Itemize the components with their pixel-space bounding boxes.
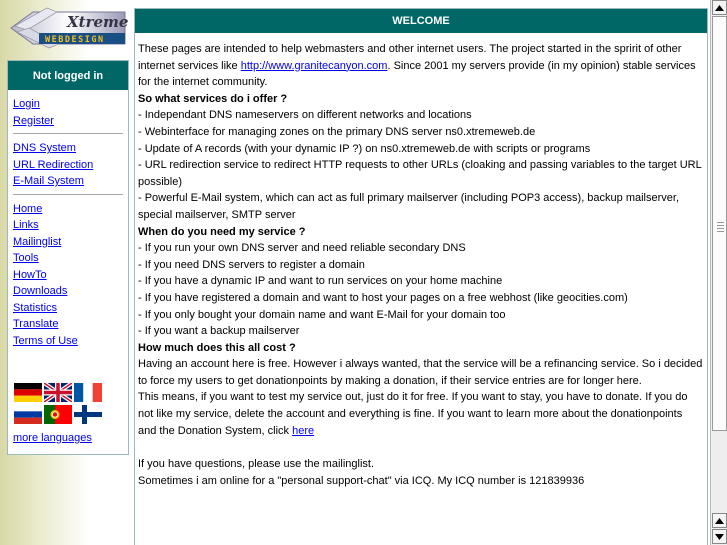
services-item: - URL redirection service to redirect HTTP requests to other URLs (cloaking and passing variables to the target URL possible) <box>138 159 702 188</box>
services-item: - Independant DNS nameservers on different networks and locations <box>138 109 472 122</box>
intro-paragraph: These pages are intended to help webmasters and other internet users. The project started in the spririt of other internet services like http://www.granitecanyon.com. Since 2001 my servers provide (in my opinion) stable services for the internet community. <box>138 43 696 89</box>
nav-links[interactable]: Links <box>13 219 39 231</box>
site-logo[interactable] <box>7 6 129 50</box>
services-item: - Webinterface for managing zones on the primary DNS server ns0.xtremeweb.de <box>138 125 536 138</box>
page-title: WELCOME <box>135 9 707 33</box>
scroll-thumb[interactable] <box>712 16 727 431</box>
scroll-up-button[interactable] <box>712 0 727 15</box>
granitecanyon-link[interactable]: http://www.granitecanyon.com <box>240 59 388 72</box>
finnish-flag-icon[interactable] <box>74 405 102 424</box>
need-item: - If you want a backup mailserver <box>138 325 300 338</box>
need-item: - If you need DNS servers to register a domain <box>138 258 365 271</box>
need-item: - If you have a dynamic IP and want to run services on your home machine <box>138 275 503 288</box>
nav-register[interactable]: Register <box>13 114 54 127</box>
arrow-up-icon <box>715 518 724 524</box>
arrow-up-icon <box>715 5 724 11</box>
french-flag-icon[interactable] <box>74 383 102 402</box>
services-item: - Update of A records (with your dynamic IP ?) on ns0.xtremeweb.de with scripts or programs <box>138 142 591 155</box>
nav-terms-of-use[interactable]: Terms of Use <box>13 334 78 347</box>
need-item: - If you run your own DNS server and need reliable secondary DNS <box>138 242 466 255</box>
nav-translate[interactable]: Translate <box>13 318 59 330</box>
main-content <box>135 33 707 489</box>
nav-home[interactable]: Home <box>13 202 43 215</box>
scroll-up-button-lower[interactable] <box>712 513 727 528</box>
questions-text: If you have questions, please use the mailinglist. <box>138 458 375 471</box>
nav-dns-system[interactable]: DNS System <box>13 142 76 154</box>
cost-paragraph: Having an account here is free. However i always wanted, that the service will be a refinancing service. So i decided to force my users to get donationpoints by making a donation, if their service entries are for longer here. <box>138 358 703 387</box>
german-flag-icon[interactable] <box>14 383 42 402</box>
need-item: - If you only bought your domain name and want E-Mail for your domain too <box>138 308 506 321</box>
logo-graphic <box>7 6 129 50</box>
nav-downloads[interactable]: Downloads <box>13 285 68 297</box>
nav-mailinglist[interactable]: Mailinglist <box>13 235 62 248</box>
nav-login[interactable]: Login <box>13 98 40 110</box>
services-item: - Powerful E-Mail system, which can act as full primary mailserver (including POP3 access), backup mailserver, special mailserver, SMTP server <box>138 192 680 221</box>
language-flags <box>14 383 124 427</box>
login-status-header: Not logged in <box>8 61 128 90</box>
logo-text-bottom: WEBDESIGN <box>45 35 105 45</box>
uk-flag-icon[interactable] <box>44 383 72 402</box>
sidebar-nav <box>8 90 128 349</box>
icq-text: Sometimes i am online for a "personal support-chat" via ICQ. My ICQ number is 121839936 <box>138 474 585 487</box>
portuguese-flag-icon[interactable] <box>44 405 72 424</box>
grip-icon <box>717 222 724 234</box>
nav-email-system[interactable]: E-Mail System <box>13 175 84 187</box>
donation-here-link[interactable]: here <box>292 424 315 437</box>
arrow-down-icon <box>715 534 724 540</box>
cost-paragraph: This means, if you want to test my service out, just do it for free. If you want to stay, you have to donate. If you do not like my service, delete the account and everything is fine. If you want to learn more about the donationpoints and the Donation System, click here <box>138 391 688 437</box>
nav-tools[interactable]: Tools <box>13 252 39 264</box>
russian-flag-icon[interactable] <box>14 405 42 424</box>
vertical-scrollbar[interactable] <box>710 0 727 545</box>
need-heading: When do you need my service ? <box>138 225 306 238</box>
need-item: - If you have registered a domain and want to host your pages on a free webhost (like geocities.com) <box>138 291 628 304</box>
main-panel <box>134 8 708 545</box>
scroll-down-button[interactable] <box>712 529 727 544</box>
nav-divider <box>13 194 123 195</box>
cost-heading: How much does this all cost ? <box>138 341 296 354</box>
services-heading: So what services do i offer ? <box>138 92 288 105</box>
more-languages-link[interactable]: more languages <box>13 432 92 444</box>
nav-divider <box>13 133 123 134</box>
sidebar <box>7 60 129 455</box>
nav-howto[interactable]: HowTo <box>13 268 47 281</box>
nav-url-redirection[interactable]: URL Redirection <box>13 158 94 171</box>
nav-statistics[interactable]: Statistics <box>13 301 58 314</box>
logo-text-top: Xtreme <box>67 13 129 31</box>
